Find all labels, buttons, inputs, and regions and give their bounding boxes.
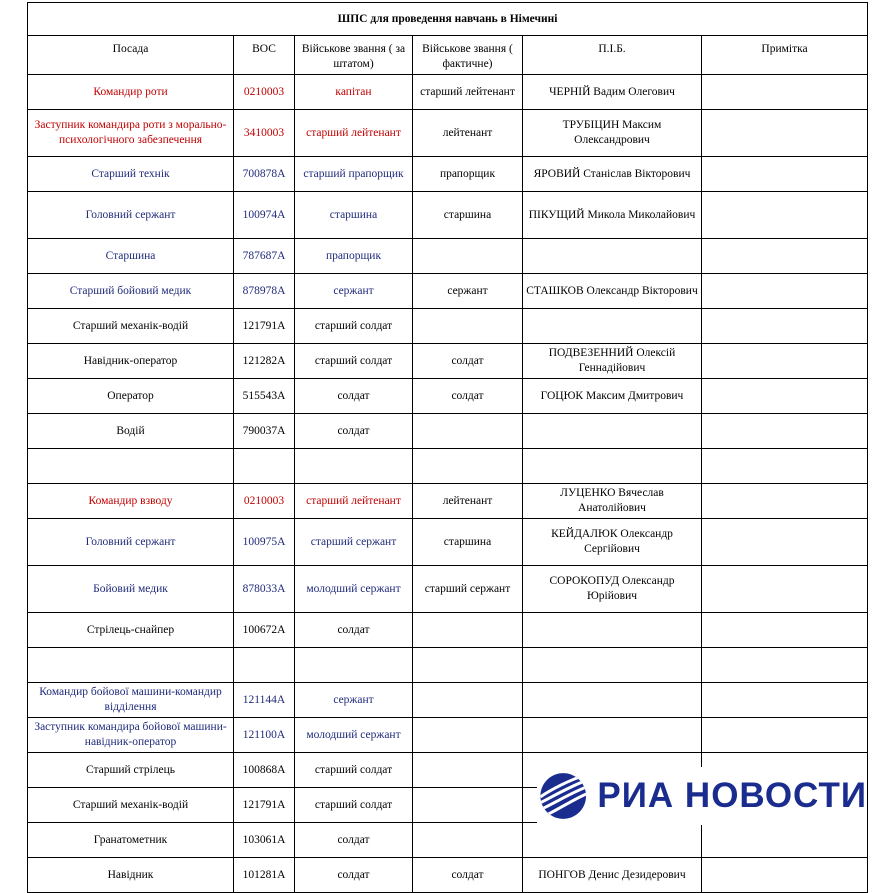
staff-table	[27, 2, 868, 893]
cell-vos: 121791А	[234, 309, 295, 344]
cell-note	[702, 414, 868, 449]
header-position: Посада	[28, 36, 234, 75]
cell-note	[702, 613, 868, 648]
cell-vos	[234, 648, 295, 683]
cell-vos: 103061А	[234, 823, 295, 858]
cell-vos: 0210003	[234, 75, 295, 110]
cell-note	[702, 192, 868, 239]
cell-vos: 700878А	[234, 157, 295, 192]
cell-rank-actual: старшина	[413, 519, 523, 566]
cell-vos: 878033А	[234, 566, 295, 613]
header-rank-actual: Військове звання ( фактичне)	[413, 36, 523, 75]
table-row	[28, 566, 868, 613]
table-row	[28, 484, 868, 519]
cell-rank-actual	[413, 788, 523, 823]
cell-full-name: ПОДВЕЗЕННИЙ Олексій Геннадійович	[523, 344, 702, 379]
cell-rank-actual: лейтенант	[413, 484, 523, 519]
cell-rank-actual	[413, 613, 523, 648]
cell-note	[702, 239, 868, 274]
table-row	[28, 519, 868, 566]
cell-rank-actual	[413, 449, 523, 484]
table-title: ШПС для проведення навчань в Німечині	[28, 3, 868, 36]
cell-note	[702, 566, 868, 613]
cell-position: Головний сержант	[28, 519, 234, 566]
table-row	[28, 858, 868, 893]
cell-full-name: КЕЙДАЛЮК Олександр Сергійович	[523, 519, 702, 566]
cell-full-name	[523, 823, 702, 858]
cell-full-name	[523, 683, 702, 718]
table-row	[28, 449, 868, 484]
cell-position: Командир взводу	[28, 484, 234, 519]
cell-vos: 515543А	[234, 379, 295, 414]
cell-rank-staff: старшина	[295, 192, 413, 239]
cell-vos: 790037А	[234, 414, 295, 449]
cell-note	[702, 344, 868, 379]
cell-note	[702, 823, 868, 858]
cell-full-name: ЧЕРНІЙ Вадим Олегович	[523, 75, 702, 110]
cell-position: Командир бойової машини-командир відділення	[28, 683, 234, 718]
cell-position: Командир роти	[28, 75, 234, 110]
cell-rank-staff: старший прапорщик	[295, 157, 413, 192]
watermark-text: РИА НОВОСТИ	[597, 776, 867, 815]
cell-rank-actual: сержант	[413, 274, 523, 309]
table-row	[28, 239, 868, 274]
table-row	[28, 157, 868, 192]
cell-note	[702, 157, 868, 192]
header-row	[28, 36, 868, 75]
cell-position: Старший стрілець	[28, 753, 234, 788]
cell-full-name	[523, 648, 702, 683]
cell-note	[702, 683, 868, 718]
table-row	[28, 823, 868, 858]
cell-rank-staff	[295, 449, 413, 484]
cell-full-name	[523, 718, 702, 753]
cell-rank-actual: старший сержант	[413, 566, 523, 613]
cell-position: Водій	[28, 414, 234, 449]
table-row	[28, 718, 868, 753]
cell-note	[702, 648, 868, 683]
cell-rank-staff: солдат	[295, 379, 413, 414]
cell-rank-actual	[413, 648, 523, 683]
cell-vos: 101281А	[234, 858, 295, 893]
cell-vos	[234, 449, 295, 484]
cell-position: Старший бойовий медик	[28, 274, 234, 309]
cell-full-name: ЯРОВИЙ Станіслав Вікторович	[523, 157, 702, 192]
cell-position	[28, 449, 234, 484]
table-row	[28, 192, 868, 239]
cell-note	[702, 484, 868, 519]
cell-full-name: ПІКУЩИЙ Микола Миколайович	[523, 192, 702, 239]
cell-vos: 121282А	[234, 344, 295, 379]
cell-position: Заступник командира бойової машини-навідник-оператор	[28, 718, 234, 753]
cell-rank-actual: старший лейтенант	[413, 75, 523, 110]
cell-position: Головний сержант	[28, 192, 234, 239]
cell-vos: 100868А	[234, 753, 295, 788]
cell-rank-actual: старшина	[413, 192, 523, 239]
cell-full-name: ГОЦЮК Максим Дмитрович	[523, 379, 702, 414]
cell-position: Навідник-оператор	[28, 344, 234, 379]
table-row	[28, 344, 868, 379]
cell-vos: 100975А	[234, 519, 295, 566]
ria-globe-icon	[537, 767, 589, 825]
cell-position: Гранатометник	[28, 823, 234, 858]
cell-rank-staff: сержант	[295, 274, 413, 309]
cell-rank-staff: старший солдат	[295, 344, 413, 379]
header-note: Примітка	[702, 36, 868, 75]
cell-full-name	[523, 613, 702, 648]
table-row	[28, 309, 868, 344]
cell-full-name: ТРУБІЦИН Максим Олександрович	[523, 110, 702, 157]
table-row	[28, 683, 868, 718]
cell-rank-staff: молодший сержант	[295, 718, 413, 753]
cell-rank-staff: старший солдат	[295, 788, 413, 823]
cell-full-name: ПОНГОВ Денис Дезидерович	[523, 858, 702, 893]
cell-note	[702, 309, 868, 344]
table-row	[28, 379, 868, 414]
cell-vos: 100974А	[234, 192, 295, 239]
cell-rank-actual	[413, 239, 523, 274]
header-vos: ВОС	[234, 36, 295, 75]
cell-vos: 121100А	[234, 718, 295, 753]
cell-position: Бойовий медик	[28, 566, 234, 613]
cell-note	[702, 274, 868, 309]
cell-full-name	[523, 449, 702, 484]
cell-full-name: СОРОКОПУД Олександр Юрійович	[523, 566, 702, 613]
table-row	[28, 110, 868, 157]
cell-position: Заступник командира роти з морально-психологічного забезпечення	[28, 110, 234, 157]
cell-rank-actual: солдат	[413, 344, 523, 379]
cell-rank-actual	[413, 683, 523, 718]
cell-rank-staff: капітан	[295, 75, 413, 110]
cell-vos: 0210003	[234, 484, 295, 519]
table-row	[28, 274, 868, 309]
cell-rank-staff: солдат	[295, 858, 413, 893]
cell-rank-staff: старший лейтенант	[295, 484, 413, 519]
cell-note	[702, 75, 868, 110]
cell-rank-staff: молодший сержант	[295, 566, 413, 613]
cell-rank-actual: солдат	[413, 379, 523, 414]
cell-rank-actual	[413, 718, 523, 753]
cell-rank-actual: солдат	[413, 858, 523, 893]
cell-rank-staff: прапорщик	[295, 239, 413, 274]
cell-position: Навідник	[28, 858, 234, 893]
cell-full-name	[523, 239, 702, 274]
cell-rank-actual	[413, 823, 523, 858]
cell-position: Стрілець-снайпер	[28, 613, 234, 648]
cell-rank-actual	[413, 753, 523, 788]
cell-position: Старший механік-водій	[28, 788, 234, 823]
table-row	[28, 75, 868, 110]
table-row	[28, 613, 868, 648]
cell-rank-staff: старший солдат	[295, 753, 413, 788]
cell-note	[702, 519, 868, 566]
cell-note	[702, 379, 868, 414]
ria-novosti-watermark	[537, 767, 867, 825]
cell-rank-actual	[413, 309, 523, 344]
cell-vos: 787687А	[234, 239, 295, 274]
cell-note	[702, 110, 868, 157]
cell-vos: 3410003	[234, 110, 295, 157]
cell-vos: 121791А	[234, 788, 295, 823]
cell-note	[702, 858, 868, 893]
cell-rank-staff: сержант	[295, 683, 413, 718]
header-full-name: П.І.Б.	[523, 36, 702, 75]
cell-position: Оператор	[28, 379, 234, 414]
cell-note	[702, 449, 868, 484]
header-rank-staff: Військове звання ( за штатом)	[295, 36, 413, 75]
cell-note	[702, 718, 868, 753]
cell-rank-staff: старший сержант	[295, 519, 413, 566]
cell-position: Старшина	[28, 239, 234, 274]
cell-rank-staff: солдат	[295, 823, 413, 858]
cell-position: Старший механік-водій	[28, 309, 234, 344]
cell-full-name: СТАШКОВ Олександр Вікторович	[523, 274, 702, 309]
cell-rank-actual: лейтенант	[413, 110, 523, 157]
cell-vos: 121144А	[234, 683, 295, 718]
table-row	[28, 414, 868, 449]
cell-rank-actual: прапорщик	[413, 157, 523, 192]
cell-vos: 878978А	[234, 274, 295, 309]
cell-position	[28, 648, 234, 683]
cell-rank-staff: солдат	[295, 414, 413, 449]
table-row	[28, 648, 868, 683]
cell-full-name	[523, 309, 702, 344]
cell-full-name: ЛУЦЕНКО Вячеслав Анатолійович	[523, 484, 702, 519]
cell-rank-staff: старший лейтенант	[295, 110, 413, 157]
cell-rank-staff	[295, 648, 413, 683]
cell-position: Старший технік	[28, 157, 234, 192]
cell-vos: 100672А	[234, 613, 295, 648]
cell-rank-staff: старший солдат	[295, 309, 413, 344]
cell-full-name	[523, 414, 702, 449]
cell-rank-staff: солдат	[295, 613, 413, 648]
cell-rank-actual	[413, 414, 523, 449]
